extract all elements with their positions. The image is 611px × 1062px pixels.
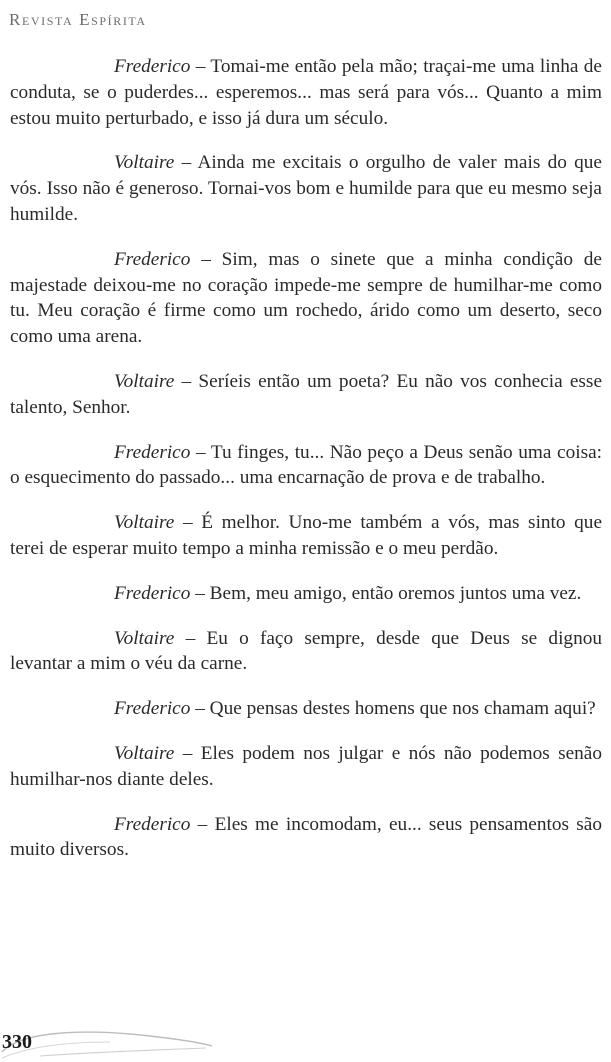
dialogue-paragraph xyxy=(10,150,602,227)
dialogue-text: – Eu o faço sempre, desde que Deus se dignou levantar a mim o véu da carne. xyxy=(10,627,602,675)
speaker-name: Frederico xyxy=(114,698,191,720)
speaker-name: Voltaire xyxy=(114,152,175,174)
dialogue-text: – Tu finges, tu... Não peço a Deus senão uma coisa: o esquecimento do passado... uma encarnação de prova e de trabalho. xyxy=(10,441,602,489)
dialogue-text: – Seríeis então um poeta? Eu não vos conhecia esse talento, Senhor. xyxy=(10,370,602,418)
dialogue-text: – É melhor. Uno-me também a vós, mas sinto que terei de esperar muito tempo a minha remissão e o meu perdão. xyxy=(10,512,602,559)
dialogue-text: – Eles podem nos julgar e nós não podemos senão humilhar-nos diante deles. xyxy=(10,742,602,790)
speaker-name: Voltaire xyxy=(114,627,175,649)
speaker-name: Voltaire xyxy=(114,512,175,534)
dialogue-text: – Tomai-me então pela mão; traçai-me uma linha de conduta, se o puderdes... esperemos... mas será para vós... Quanto a mim estou muito perturbado, e isso já dura um século. xyxy=(10,56,602,129)
speaker-name: Frederico xyxy=(114,248,191,270)
page-ornament-swoosh xyxy=(0,1022,220,1062)
dialogue-text: – Eles me incomodam, eu... seus pensamentos são muito diversos. xyxy=(10,813,602,861)
dialogue-paragraph xyxy=(10,247,602,350)
speaker-name: Frederico xyxy=(114,813,191,835)
speaker-name: Frederico xyxy=(114,582,191,604)
speaker-name: Voltaire xyxy=(114,370,175,392)
speaker-name: Voltaire xyxy=(114,742,175,764)
dialogue-paragraph xyxy=(10,812,602,864)
dialogue-paragraph xyxy=(10,741,602,793)
dialogue-body xyxy=(10,54,602,882)
dialogue-paragraph xyxy=(10,626,602,678)
speaker-name: Frederico xyxy=(114,56,191,77)
page-number: 330 xyxy=(2,1031,32,1053)
dialogue-text: – Bem, meu amigo, então oremos juntos uma vez. xyxy=(190,582,582,604)
dialogue-text: – Ainda me excitais o orgulho de valer mais do que vós. Isso não é generoso. Tornai-vos bom e humilde para que eu mesmo seja humilde. xyxy=(10,152,602,225)
dialogue-paragraph xyxy=(10,696,602,722)
dialogue-text: – Sim, mas o sinete que a minha condição de majestade deixou-me no coração impede-me sempre de humilhar-me como tu. Meu coração é firme como um rochedo, árido como um deserto, seco como uma arena. xyxy=(10,248,602,348)
dialogue-text: – Que pensas destes homens que nos chamam aqui? xyxy=(190,698,596,720)
dialogue-paragraph xyxy=(10,440,602,492)
speaker-name: Frederico xyxy=(114,441,191,463)
dialogue-paragraph xyxy=(10,581,602,607)
running-head: Revista Espírita xyxy=(9,10,147,29)
dialogue-paragraph xyxy=(10,510,602,562)
dialogue-paragraph xyxy=(10,369,602,421)
dialogue-paragraph xyxy=(10,54,602,131)
